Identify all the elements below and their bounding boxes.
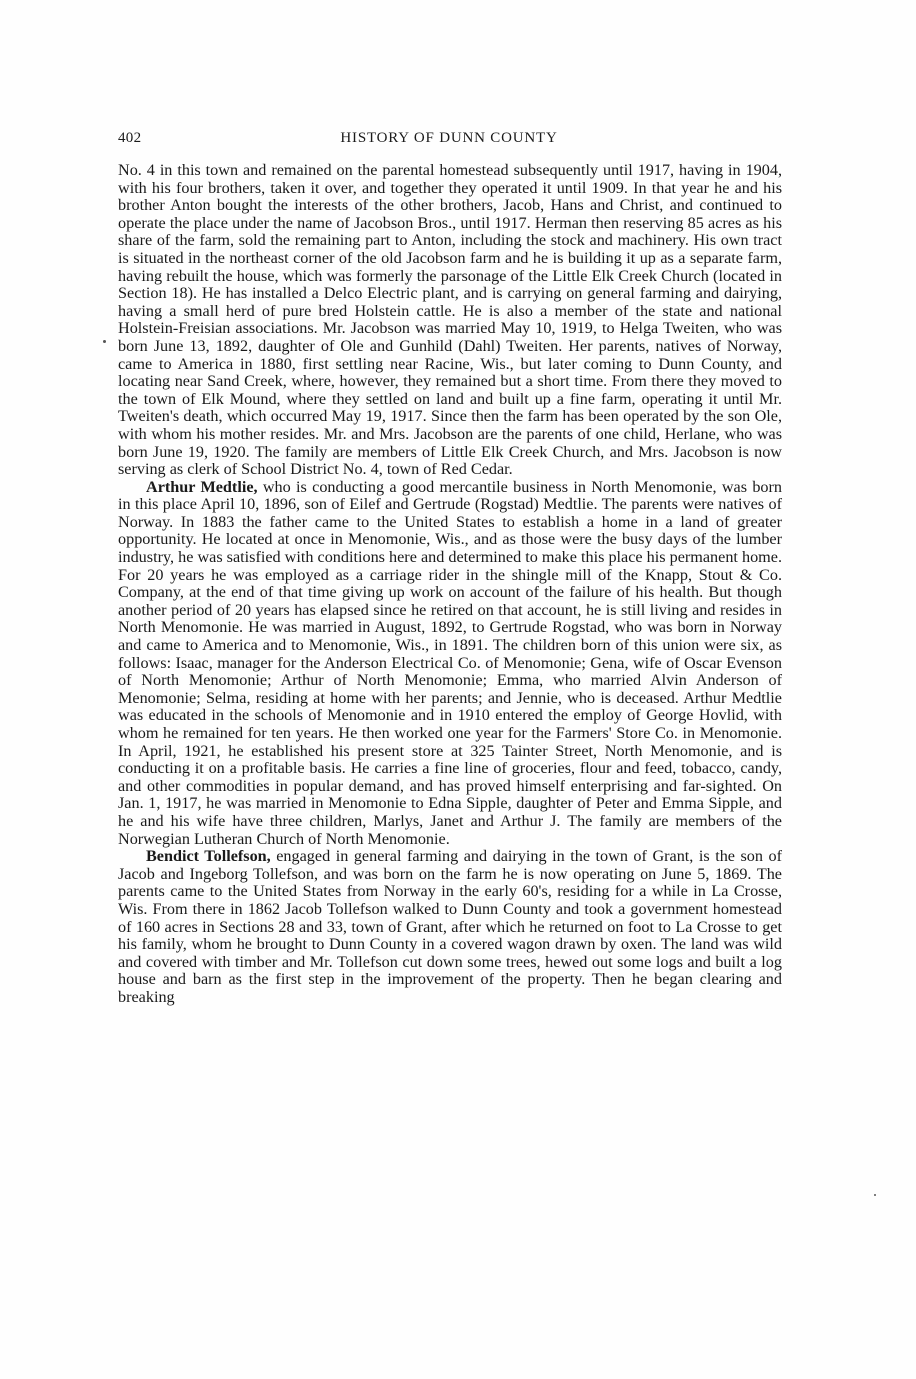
paragraph-text: engaged in general farming and dairying in the town of Grant, is the son of Jacob and Ingeborg Tollefson, and was born on the farm he is now operating on June 5, 1869. The parents came to the United States from Norway in the early 60's, residing for a while in La Crosse, Wis. From there in 1862 Jacob Tollefson walked to Dunn County and took a government homestead of 160 acres in Sections 28 and 33, town of Grant, after which he returned on foot to La Crosse to get his family, whom he brought to Dunn County in a covered wagon drawn by oxen. The land was wild and covered with timber and Mr. Tollefson cut down some trees, hewed out some logs and built a log house and barn as the first step in the improvement of the property. Then he began clearing and breaking [118, 847, 782, 1006]
scan-speck [874, 1194, 876, 1196]
bio-name: Arthur Medtlie, [146, 477, 258, 496]
page-number: 402 [118, 130, 142, 146]
scan-speck [103, 340, 106, 343]
running-title: HISTORY OF DUNN COUNTY [340, 130, 558, 146]
paragraph-arthur-medtlie [118, 479, 782, 848]
page-header [118, 130, 780, 154]
bio-name: Bendict Tollefson, [146, 847, 271, 866]
paragraph-text: No. 4 in this town and remained on the parental homestead subsequently until 1917, having in 1904, with his four brothers, taken it over, and together they operated it until 1909. In that year he and his brother Anton bought the interests of the other brothers, Jacob, Hans and Christ, and continued to operate the place under the name of Jacobson Bros., until 1917. Herman then reserving 85 acres as his share of the farm, sold the remaining part to Anton, including the stock and machinery. His own tract is situated in the northeast corner of the old Jacobson farm and he is building it up as a separate farm, having rebuilt the house, which was formerly the parsonage of the Little Elk Creek Church (located in Section 18). He has installed a Delco Electric plant, and is carrying on general farming and dairying, having a small herd of pure bred Holstein cattle. He is also a member of the state and national Holstein-Freisian associations. Mr. Jacobson was married May 10, 1919, to Helga Tweiten, who was born June 13, 1892, daughter of Ole and Gunhild (Dahl) Tweiten. Her parents, natives of Norway, came to America in 1880, first settling near Racine, Wis., but later coming to Dunn County, and locating near Sand Creek, where, however, they remained but a short time. From there they moved to the town of Elk Mound, where they settled on land and built up a fine farm, operating it until Mr. Tweiten's death, which occurred May 19, 1917. Since then the farm has been operated by the son Ole, with whom his mother resides. Mr. and Mrs. Jacobson are the parents of one child, Herlane, who was born June 19, 1920. The family are members of Little Elk Creek Church, and Mrs. Jacobson is now serving as clerk of School District No. 4, town of Red Cedar. [118, 161, 782, 479]
paragraph-text: who is conducting a good mercantile business in North Menomonie, was born in this place April 10, 1896, son of Eilef and Gertrude (Rogstad) Medtlie. The parents were natives of Norway. In 1883 the father came to the United States to establish a home in a land of greater opportunity. He located at once in Menomonie, Wis., and as those were the busy days of the lumber industry, he was satisfied with conditions here and determined to make this place his permanent home. For 20 years he was employed as a carriage rider in the shingle mill of the Knapp, Stout & Co. Company, at the end of that time giving up work on account of the failure of his health. But though another period of 20 years has elapsed since he retired on that account, he is still living and resides in North Menomonie. He was married in August, 1892, to Gertrude Rogstad, who was born in Norway and came to America and to Menomonie, Wis., in 1891. The children born of this union were six, as follows: Isaac, manager for the Anderson Electrical Co. of Menomonie; Gena, wife of Oscar Evenson of North Menomonie; Arthur of North Menomonie; Emma, who married Alvin Anderson of Menomonie; Selma, residing at home with her parents; and Jennie, who is deceased. Arthur Medtlie was educated in the schools of Menomonie and in 1910 entered the employ of George Hovlid, with whom he remained for ten years. He then worked one year for the Farmers' Store Co. in Menomonie. In April, 1921, he established his present store at 325 Tainter Street, North Menomonie, and is conducting it on a profitable basis. He carries a fine line of groceries, flour and feed, tobacco, candy, and other commodities in popular demand, and has proved himself enterprising and far-sighted. On Jan. 1, 1917, he was married in Menomonie to Edna Sipple, daughter of Peter and Emma Sipple, and he and his wife have three children, Marlys, Janet and Arthur J. The family are members of the Norwegian Lutheran Church of North Menomonie. [118, 477, 783, 848]
paragraph-bendict-tollefson [118, 848, 782, 1006]
paragraph-jacobson-continued [118, 162, 782, 479]
body-text [118, 162, 782, 1007]
